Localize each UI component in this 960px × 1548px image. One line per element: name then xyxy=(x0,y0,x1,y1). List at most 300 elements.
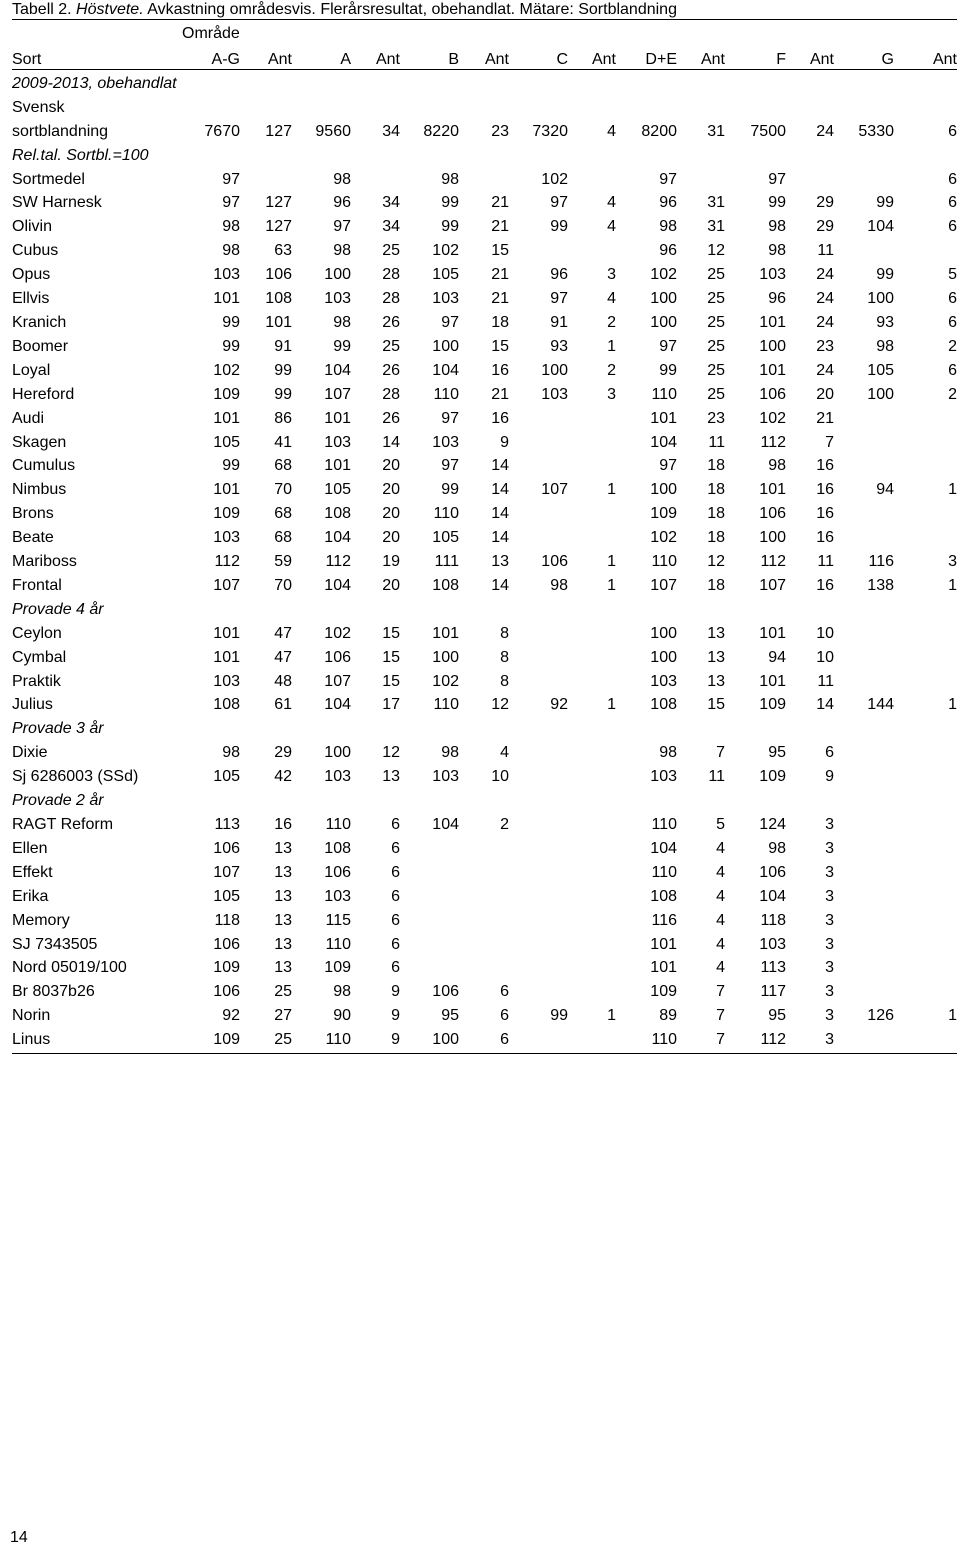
relative-yield-cell: 103 xyxy=(650,768,677,786)
relative-yield-cell xyxy=(834,909,894,933)
trial-count-cell: 63 xyxy=(274,242,292,260)
section-label: Rel.tal. Sortbl.=100 xyxy=(12,146,149,164)
relative-yield-cell: 98 xyxy=(222,744,240,762)
relative-yield-cell xyxy=(509,813,568,837)
trial-count-cell xyxy=(786,168,834,192)
relative-yield-cell: 103 xyxy=(213,266,240,284)
trial-count-cell: 21 xyxy=(491,266,509,284)
relative-yield-cell: 113 xyxy=(214,816,240,833)
relative-yield-cell xyxy=(834,239,894,263)
trial-count-cell: 4 xyxy=(607,290,616,308)
relative-yield-cell: 99 xyxy=(659,361,677,379)
table-row xyxy=(12,765,957,789)
trial-count-cell xyxy=(568,526,616,550)
trial-count-cell: 21 xyxy=(491,385,509,403)
table-row xyxy=(12,1004,957,1028)
relative-yield-cell: 102 xyxy=(650,529,677,547)
trial-count-cell: 6 xyxy=(948,361,957,379)
trial-count-cell xyxy=(894,885,957,909)
trial-count-cell: 4 xyxy=(607,218,616,236)
trial-count-cell: 25 xyxy=(382,242,400,260)
variety-name: Kranich xyxy=(12,313,67,331)
section-label: Provade 2 år xyxy=(12,792,104,810)
trial-count-cell: 29 xyxy=(816,194,834,212)
relative-yield-cell: 103 xyxy=(324,887,351,905)
trial-count-cell: 21 xyxy=(491,218,509,236)
trial-count-cell: 18 xyxy=(491,313,509,331)
relative-yield-cell: 96 xyxy=(768,290,786,308)
variety-name: Norin xyxy=(12,1007,51,1025)
relative-yield-cell: 106 xyxy=(759,505,786,523)
trial-count-cell: 34 xyxy=(382,194,400,212)
trial-count-cell: 31 xyxy=(707,122,725,140)
relative-yield-cell: 102 xyxy=(432,242,459,260)
relative-yield-cell: 101 xyxy=(432,624,459,642)
trial-count-cell: 25 xyxy=(707,337,725,355)
table-row xyxy=(12,574,957,598)
trial-count-cell xyxy=(894,502,957,526)
relative-yield-cell: 92 xyxy=(222,1007,240,1025)
relative-yield-cell xyxy=(834,813,894,837)
relative-yield-cell: 116 xyxy=(868,553,894,571)
trial-count-cell xyxy=(894,1028,957,1052)
trial-count-cell: 8 xyxy=(500,672,509,690)
table-row xyxy=(12,191,957,215)
relative-yield-cell: 101 xyxy=(213,481,240,499)
column-header: Ant xyxy=(267,51,292,68)
trial-count-cell: 13 xyxy=(274,911,292,929)
table-row xyxy=(12,646,957,670)
relative-yield-cell: 100 xyxy=(324,266,351,284)
trial-count-cell: 70 xyxy=(274,481,292,499)
trial-count-cell: 1 xyxy=(948,481,957,499)
column-header: Ant xyxy=(809,51,834,68)
trial-count-cell: 6 xyxy=(391,839,400,857)
trial-count-cell: 25 xyxy=(707,385,725,403)
trial-count-cell: 6 xyxy=(500,1031,509,1049)
relative-yield-cell: 105 xyxy=(213,433,240,451)
relative-yield-cell: 107 xyxy=(541,481,568,499)
relative-yield-cell: 99 xyxy=(222,313,240,331)
trial-count-cell: 3 xyxy=(607,266,616,284)
relative-yield-cell: 103 xyxy=(324,768,351,786)
trial-count-cell xyxy=(894,741,957,765)
variety-name: Cumulus xyxy=(12,457,76,475)
trial-count-cell: 16 xyxy=(816,457,834,475)
trial-count-cell xyxy=(568,1028,616,1052)
relative-yield-cell xyxy=(834,837,894,861)
column-header: A xyxy=(340,51,351,68)
trial-count-cell: 6 xyxy=(948,170,957,188)
relative-yield-cell xyxy=(834,741,894,765)
relative-yield-cell: 106 xyxy=(432,983,459,1001)
trial-count-cell: 41 xyxy=(274,433,292,451)
relative-yield-cell xyxy=(400,956,459,980)
trial-count-cell xyxy=(568,168,616,192)
variety-name: Ceylon xyxy=(12,624,62,642)
trial-count-cell: 59 xyxy=(274,553,292,571)
trial-count-cell: 127 xyxy=(265,218,292,236)
trial-count-cell: 3 xyxy=(825,911,834,929)
yield-table xyxy=(12,48,957,1052)
trial-count-cell xyxy=(568,622,616,646)
trial-count-cell: 6 xyxy=(948,194,957,212)
trial-count-cell: 16 xyxy=(816,481,834,499)
relative-yield-cell: 109 xyxy=(650,983,677,1001)
relative-yield-cell: 100 xyxy=(759,337,786,355)
relative-yield-cell: 110 xyxy=(325,816,351,833)
relative-yield-cell: 118 xyxy=(214,911,240,929)
trial-count-cell xyxy=(894,622,957,646)
variety-name: Frontal xyxy=(12,576,62,594)
relative-yield-cell: 101 xyxy=(213,624,240,642)
table-row xyxy=(12,239,957,263)
table-row xyxy=(12,454,957,478)
trial-count-cell: 3 xyxy=(825,983,834,1001)
relative-yield-cell: 104 xyxy=(650,433,677,451)
table-row xyxy=(12,885,957,909)
relative-yield-cell: 5330 xyxy=(858,122,894,140)
trial-count-cell: 6 xyxy=(391,911,400,929)
relative-yield-cell: 99 xyxy=(222,337,240,355)
trial-count-cell: 13 xyxy=(707,648,725,666)
relative-yield-cell: 98 xyxy=(659,744,677,762)
trial-count-cell: 15 xyxy=(382,672,400,690)
trial-count-cell: 9 xyxy=(500,433,509,451)
relative-yield-cell: 104 xyxy=(324,529,351,547)
relative-yield-cell: 105 xyxy=(324,481,351,499)
trial-count-cell: 14 xyxy=(382,433,400,451)
relative-yield-cell xyxy=(834,454,894,478)
relative-yield-cell xyxy=(509,454,568,478)
trial-count-cell xyxy=(568,909,616,933)
relative-yield-cell xyxy=(509,837,568,861)
relative-yield-cell xyxy=(509,622,568,646)
trial-count-cell xyxy=(568,765,616,789)
relative-yield-cell: 124 xyxy=(759,816,786,833)
trial-count-cell: 11 xyxy=(708,433,725,451)
section-row xyxy=(12,72,957,96)
table-row xyxy=(12,956,957,980)
caption-prefix: Tabell 2. xyxy=(12,1,77,18)
table-row xyxy=(12,813,957,837)
trial-count-cell: 3 xyxy=(825,887,834,905)
trial-count-cell xyxy=(568,741,616,765)
trial-count-cell: 4 xyxy=(500,744,509,762)
relative-yield-cell: 96 xyxy=(659,242,677,260)
relative-yield-cell: 102 xyxy=(432,672,459,690)
table-row xyxy=(12,431,957,455)
relative-yield-cell: 103 xyxy=(213,529,240,547)
relative-yield-cell: 103 xyxy=(759,266,786,284)
relative-yield-cell: 97 xyxy=(768,170,786,188)
relative-yield-cell: 101 xyxy=(759,624,786,642)
trial-count-cell xyxy=(894,454,957,478)
variety-name: Praktik xyxy=(12,672,61,690)
trial-count-cell: 101 xyxy=(265,313,292,331)
column-header: Ant xyxy=(591,51,616,68)
trial-count-cell: 10 xyxy=(491,768,509,786)
relative-yield-cell: 105 xyxy=(432,529,459,547)
relative-yield-cell: 104 xyxy=(432,361,459,379)
trial-count-cell: 68 xyxy=(274,529,292,547)
relative-yield-cell: 116 xyxy=(651,911,677,929)
trial-count-cell: 18 xyxy=(707,529,725,547)
relative-yield-cell: 98 xyxy=(222,218,240,236)
relative-yield-cell: 97 xyxy=(441,409,459,427)
relative-yield-cell: 106 xyxy=(213,839,240,857)
trial-count-cell xyxy=(894,239,957,263)
relative-yield-cell: 103 xyxy=(324,290,351,308)
trial-count-cell: 7 xyxy=(716,744,725,762)
trial-count-cell xyxy=(240,168,292,192)
trial-count-cell: 47 xyxy=(274,648,292,666)
relative-yield-cell xyxy=(509,239,568,263)
variety-name: Sj 6286003 (SSd) xyxy=(12,768,139,786)
relative-yield-cell xyxy=(834,861,894,885)
trial-count-cell: 29 xyxy=(816,218,834,236)
table-row xyxy=(12,311,957,335)
caption-description: Avkastning områdesvis. Flerårsresultat, obehandlat. Mätare: Sortblandning xyxy=(143,1,677,18)
trial-count-cell xyxy=(894,670,957,694)
relative-yield-cell: 104 xyxy=(650,839,677,857)
relative-yield-cell: 115 xyxy=(325,911,351,929)
trial-count-cell: 61 xyxy=(274,696,292,714)
relative-yield-cell: 9560 xyxy=(315,122,351,140)
relative-yield-cell: 97 xyxy=(659,170,677,188)
relative-yield-cell: 96 xyxy=(550,266,568,284)
relative-yield-cell xyxy=(509,526,568,550)
relative-yield-cell: 109 xyxy=(213,959,240,977)
trial-count-cell: 42 xyxy=(274,768,292,786)
top-rule xyxy=(12,19,957,20)
trial-count-cell: 26 xyxy=(382,361,400,379)
relative-yield-cell: 106 xyxy=(213,935,240,953)
relative-yield-cell: 106 xyxy=(324,648,351,666)
trial-count-cell: 14 xyxy=(491,529,509,547)
variety-name: Skagen xyxy=(12,433,67,451)
relative-yield-cell: 112 xyxy=(214,553,240,571)
relative-yield-cell xyxy=(400,933,459,957)
relative-yield-cell: 107 xyxy=(324,672,351,690)
trial-count-cell: 21 xyxy=(816,409,834,427)
column-header: C xyxy=(556,51,568,68)
trial-count-cell xyxy=(568,239,616,263)
relative-yield-cell: 100 xyxy=(650,648,677,666)
relative-yield-cell xyxy=(509,909,568,933)
trial-count-cell: 3 xyxy=(825,863,834,881)
relative-yield-cell xyxy=(834,885,894,909)
trial-count-cell: 8 xyxy=(500,624,509,642)
trial-count-cell: 24 xyxy=(816,266,834,284)
variety-name: Julius xyxy=(12,696,53,714)
trial-count-cell: 27 xyxy=(274,1007,292,1025)
relative-yield-cell: 101 xyxy=(324,457,351,475)
relative-yield-cell: 97 xyxy=(659,337,677,355)
variety-name xyxy=(12,96,187,144)
relative-yield-cell: 95 xyxy=(441,1007,459,1025)
trial-count-cell xyxy=(894,861,957,885)
table-row xyxy=(12,263,957,287)
table-row xyxy=(12,670,957,694)
trial-count-cell: 86 xyxy=(274,409,292,427)
variety-name: Sortmedel xyxy=(12,170,85,188)
relative-yield-cell: 144 xyxy=(867,696,894,714)
relative-yield-cell: 110 xyxy=(651,385,677,403)
column-header: Sort xyxy=(12,51,42,68)
relative-yield-cell: 97 xyxy=(441,457,459,475)
trial-count-cell: 34 xyxy=(382,218,400,236)
variety-name: Dixie xyxy=(12,744,48,762)
relative-yield-cell: 112 xyxy=(760,1031,786,1049)
trial-count-cell xyxy=(894,980,957,1004)
variety-name: Cymbal xyxy=(12,648,67,666)
trial-count-cell: 16 xyxy=(816,505,834,523)
trial-count-cell: 6 xyxy=(948,122,957,140)
trial-count-cell: 11 xyxy=(817,553,834,571)
trial-count-cell: 9 xyxy=(391,983,400,1001)
relative-yield-cell: 100 xyxy=(432,1031,459,1049)
table-row xyxy=(12,933,957,957)
trial-count-cell: 21 xyxy=(491,194,509,212)
trial-count-cell: 4 xyxy=(607,122,616,140)
trial-count-cell xyxy=(677,168,725,192)
relative-yield-cell: 107 xyxy=(213,863,240,881)
trial-count-cell: 1 xyxy=(948,696,957,714)
table-row xyxy=(12,526,957,550)
trial-count-cell: 3 xyxy=(825,1007,834,1025)
trial-count-cell: 2 xyxy=(607,361,616,379)
relative-yield-cell: 95 xyxy=(768,744,786,762)
trial-count-cell: 9 xyxy=(825,768,834,786)
trial-count-cell: 6 xyxy=(391,816,400,833)
trial-count-cell: 5 xyxy=(716,816,725,833)
trial-count-cell xyxy=(894,956,957,980)
table-row xyxy=(12,168,957,192)
relative-yield-cell: 101 xyxy=(759,481,786,499)
trial-count-cell: 2 xyxy=(607,313,616,331)
section-label: Provade 4 år xyxy=(12,600,104,618)
relative-yield-cell: 95 xyxy=(768,1007,786,1025)
relative-yield-cell: 118 xyxy=(760,911,786,929)
variety-name: Audi xyxy=(12,409,45,427)
trial-count-cell: 23 xyxy=(491,122,509,140)
relative-yield-cell xyxy=(509,431,568,455)
trial-count-cell: 25 xyxy=(707,361,725,379)
column-header: Ant xyxy=(375,51,400,68)
relative-yield-cell: 97 xyxy=(222,194,240,212)
variety-name: Nord 05019/100 xyxy=(12,959,127,977)
trial-count-cell: 26 xyxy=(382,409,400,427)
table-row xyxy=(12,287,957,311)
table-row xyxy=(12,550,957,574)
trial-count-cell: 17 xyxy=(382,696,400,714)
relative-yield-cell xyxy=(834,980,894,1004)
relative-yield-cell: 110 xyxy=(433,385,459,403)
variety-name-line: sortblandning xyxy=(12,122,109,140)
trial-count-cell: 2 xyxy=(500,816,509,833)
table-row xyxy=(12,215,957,239)
relative-yield-cell: 106 xyxy=(213,983,240,1001)
relative-yield-cell: 101 xyxy=(759,313,786,331)
caption-crop: Höstvete. xyxy=(76,1,144,18)
relative-yield-cell: 138 xyxy=(867,576,894,594)
trial-count-cell xyxy=(568,933,616,957)
trial-count-cell: 127 xyxy=(265,194,292,212)
relative-yield-cell: 117 xyxy=(760,983,786,1001)
trial-count-cell xyxy=(894,646,957,670)
relative-yield-cell: 104 xyxy=(867,218,894,236)
trial-count-cell: 99 xyxy=(274,385,292,403)
trial-count-cell: 3 xyxy=(825,935,834,953)
trial-count-cell: 13 xyxy=(274,863,292,881)
relative-yield-cell: 89 xyxy=(659,1007,677,1025)
trial-count-cell: 106 xyxy=(265,266,292,284)
relative-yield-cell: 101 xyxy=(759,361,786,379)
relative-yield-cell: 100 xyxy=(867,385,894,403)
variety-name: Effekt xyxy=(12,863,53,881)
relative-yield-cell: 92 xyxy=(550,696,568,714)
trial-count-cell: 25 xyxy=(274,983,292,1001)
relative-yield-cell xyxy=(834,526,894,550)
trial-count-cell xyxy=(459,956,509,980)
relative-yield-cell: 103 xyxy=(759,935,786,953)
table-row xyxy=(12,96,957,144)
trial-count-cell: 14 xyxy=(491,576,509,594)
trial-count-cell: 25 xyxy=(707,313,725,331)
relative-yield-cell xyxy=(509,670,568,694)
trial-count-cell: 10 xyxy=(816,624,834,642)
relative-yield-cell: 93 xyxy=(876,313,894,331)
relative-yield-cell: 94 xyxy=(768,648,786,666)
trial-count-cell: 11 xyxy=(708,768,725,786)
relative-yield-cell: 109 xyxy=(324,959,351,977)
trial-count-cell: 34 xyxy=(382,122,400,140)
trial-count-cell: 4 xyxy=(607,194,616,212)
relative-yield-cell: 109 xyxy=(213,385,240,403)
relative-yield-cell xyxy=(834,1028,894,1052)
trial-count-cell: 7 xyxy=(825,433,834,451)
trial-count-cell xyxy=(894,431,957,455)
trial-count-cell xyxy=(894,813,957,837)
trial-count-cell: 10 xyxy=(816,648,834,666)
relative-yield-cell: 108 xyxy=(650,696,677,714)
trial-count-cell: 16 xyxy=(816,529,834,547)
trial-count-cell: 24 xyxy=(816,361,834,379)
trial-count-cell: 6 xyxy=(391,887,400,905)
variety-name: Br 8037b26 xyxy=(12,983,95,1001)
variety-name: Olivin xyxy=(12,218,53,236)
trial-count-cell xyxy=(459,933,509,957)
relative-yield-cell: 7670 xyxy=(204,122,240,140)
table-row xyxy=(12,478,957,502)
relative-yield-cell xyxy=(509,980,568,1004)
trial-count-cell: 70 xyxy=(274,576,292,594)
relative-yield-cell: 97 xyxy=(550,290,568,308)
relative-yield-cell: 98 xyxy=(333,242,351,260)
trial-count-cell: 9 xyxy=(391,1031,400,1049)
relative-yield-cell: 102 xyxy=(759,409,786,427)
relative-yield-cell: 100 xyxy=(759,529,786,547)
trial-count-cell xyxy=(568,837,616,861)
trial-count-cell: 29 xyxy=(274,744,292,762)
trial-count-cell: 26 xyxy=(382,313,400,331)
relative-yield-cell: 98 xyxy=(441,744,459,762)
trial-count-cell: 5 xyxy=(948,266,957,284)
relative-yield-cell xyxy=(400,885,459,909)
relative-yield-cell xyxy=(834,168,894,192)
trial-count-cell: 13 xyxy=(382,768,400,786)
